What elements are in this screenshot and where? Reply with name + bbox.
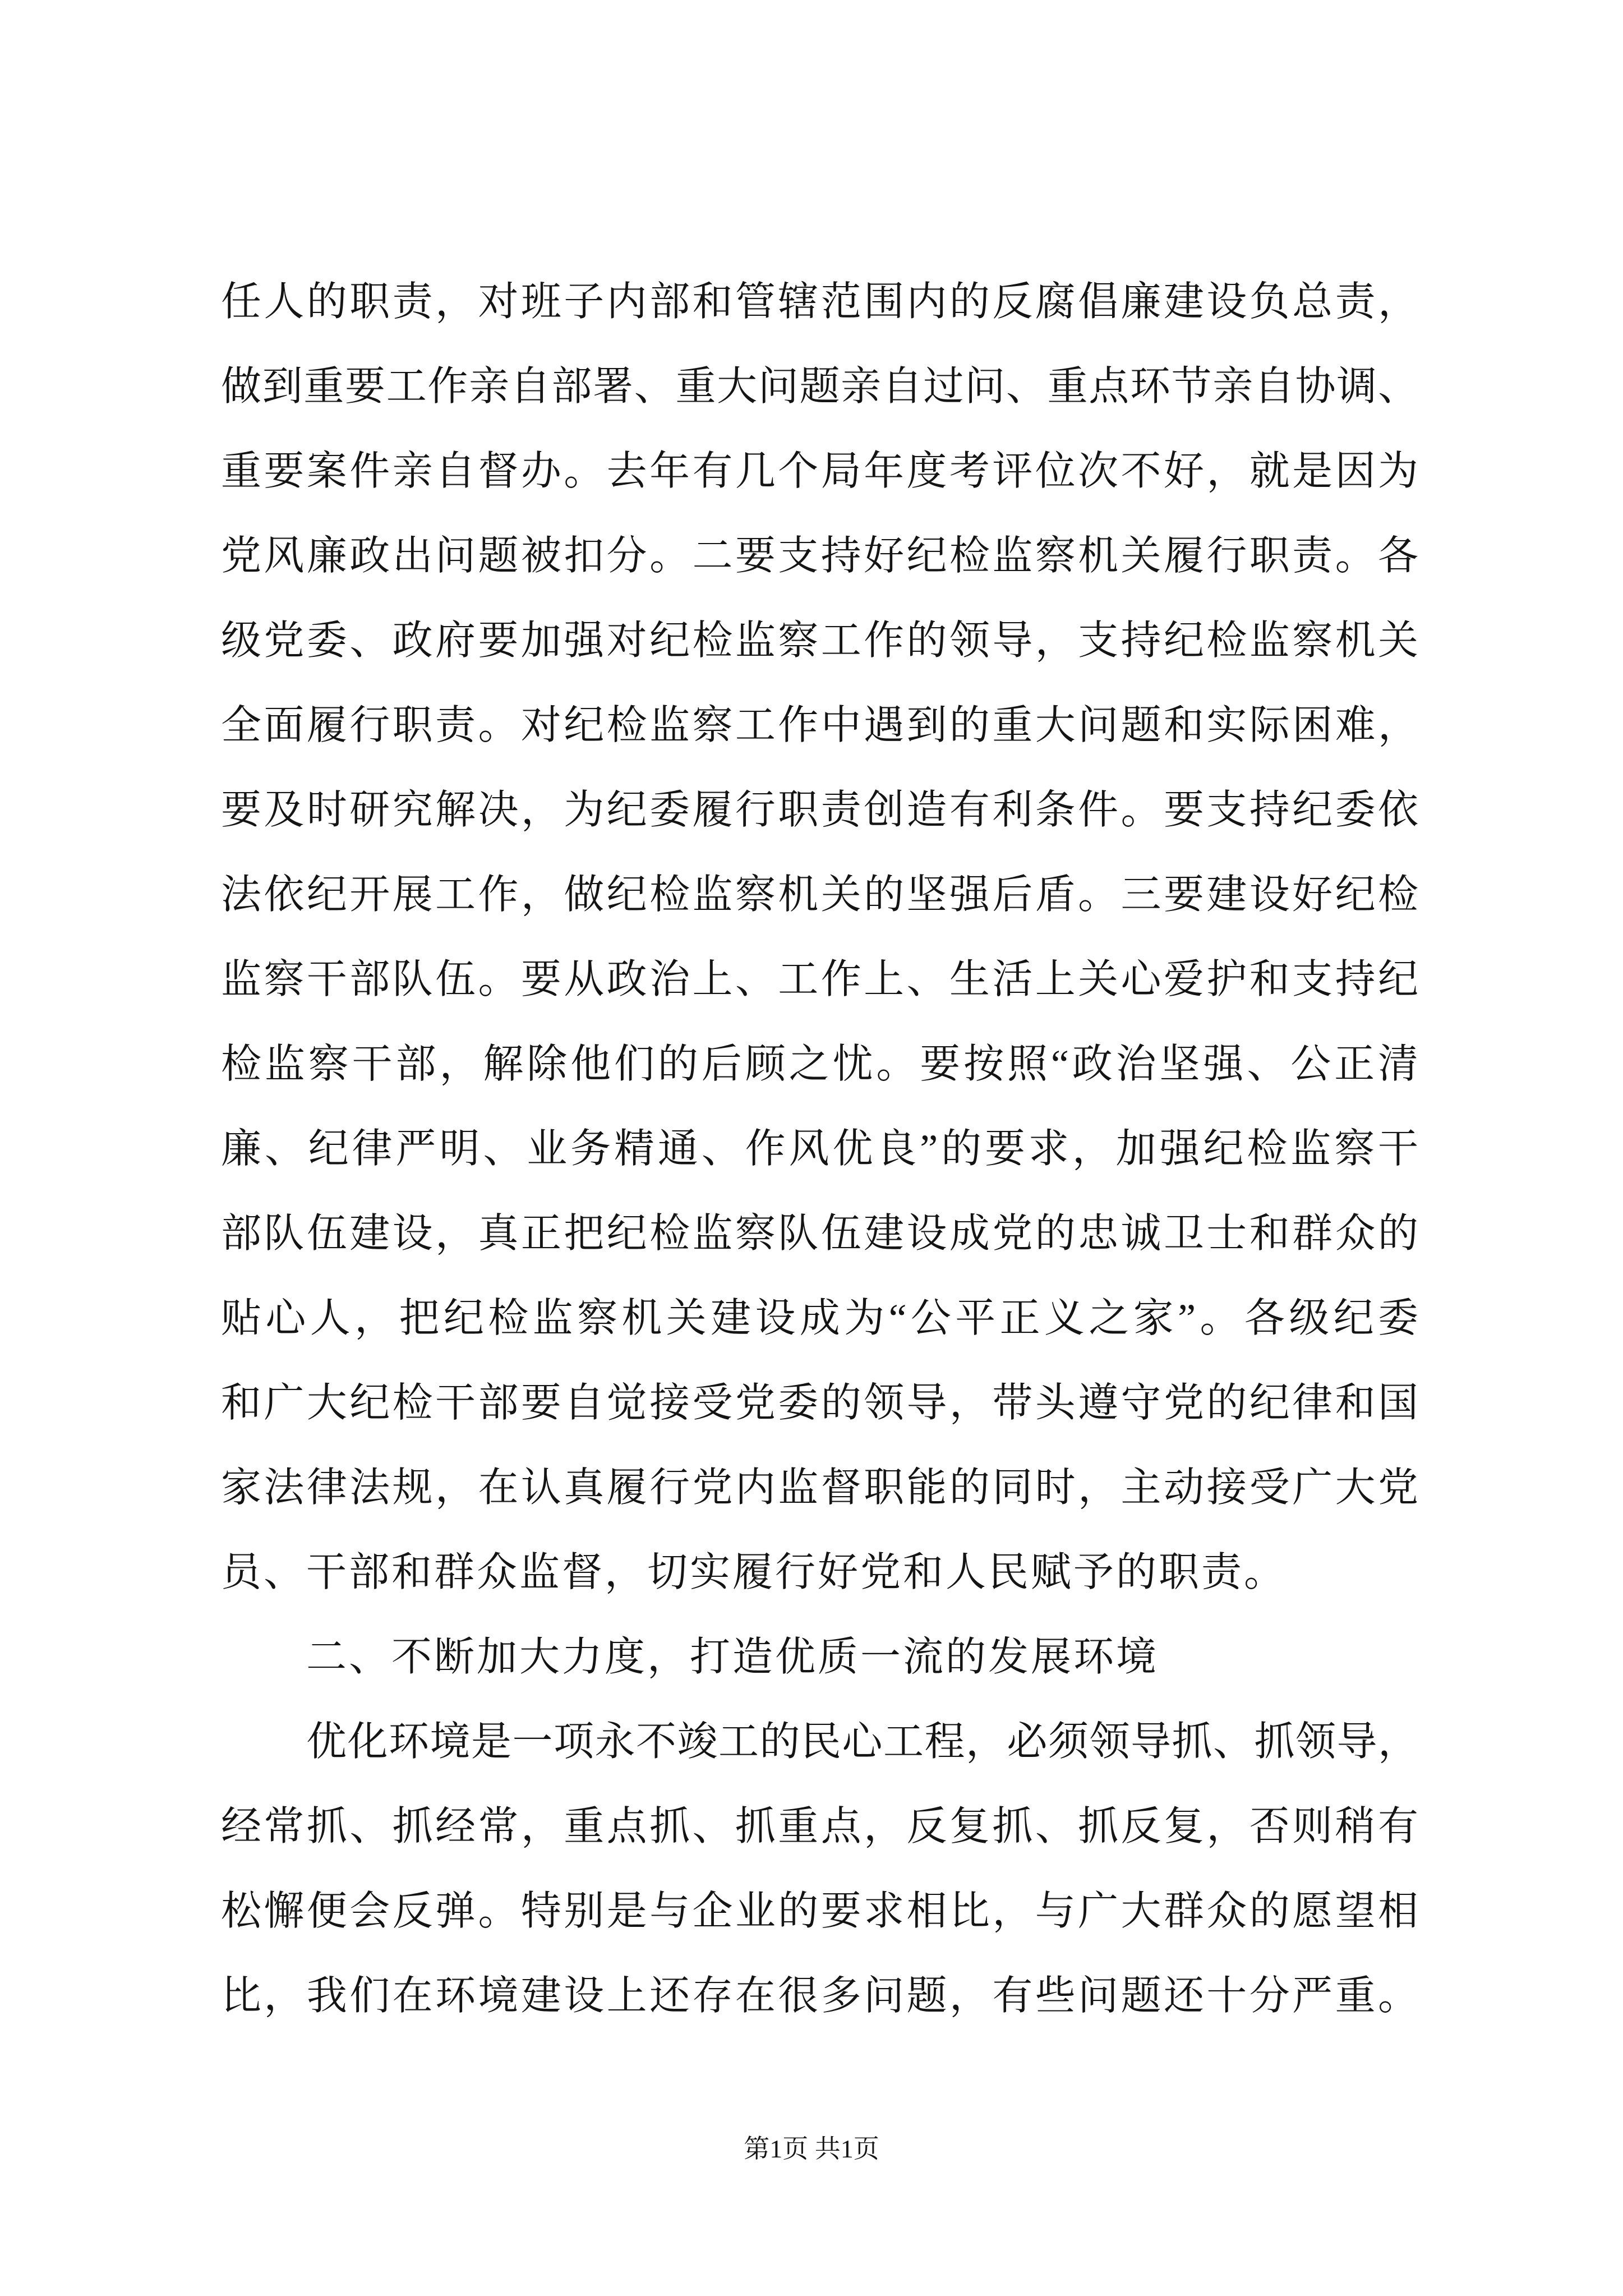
paragraph-line: 比，我们在环境建设上还存在很多问题，有些问题还十分严重。 (221, 1973, 1418, 2018)
paragraph-line: 级党委、政府要加强对纪检监察工作的领导，支持纪检监察机关 (221, 618, 1418, 663)
paragraph-line: 做到重要工作亲自部署、重大问题亲自过问、重点环节亲自协调、 (221, 364, 1418, 409)
paragraph-line: 经常抓、抓经常，重点抓、抓重点，反复抓、抓反复，否则稍有 (221, 1804, 1418, 1849)
paragraph-line: 检监察干部，解除他们的后顾之忧。要按照“政治坚强、公正清 (221, 1042, 1418, 1087)
paragraph-line: 任人的职责，对班子内部和管辖范围内的反腐倡廉建设负总责， (221, 279, 1418, 324)
paragraph-line: 法依纪开展工作，做纪检监察机关的坚强后盾。三要建设好纪检 (221, 872, 1418, 917)
paragraph-line: 贴心人，把纪检监察机关建设成为“公平正义之家”。各级纪委 (221, 1296, 1418, 1341)
paragraph-line: 优化环境是一项永不竣工的民心工程，必须领导抓、抓领导， (306, 1719, 1418, 1764)
body-text (221, 260, 1418, 2039)
paragraph-line: 家法律法规，在认真履行党内监督职能的同时，主动接受广大党 (221, 1465, 1418, 1510)
paragraph-line: 部队伍建设，真正把纪检监察队伍建设成党的忠诚卫士和群众的 (221, 1211, 1418, 1256)
paragraph-line: 松懈便会反弹。特别是与企业的要求相比，与广大群众的愿望相 (221, 1889, 1418, 1934)
paragraph-line: 廉、纪律严明、业务精通、作风优良”的要求，加强纪检监察干 (221, 1126, 1418, 1171)
page-footer: 第1页 共1页 (744, 2134, 879, 2163)
paragraph-line: 要及时研究解决，为纪委履行职责创造有利条件。要支持纪委依 (221, 788, 1418, 832)
paragraph-line: 重要案件亲自督办。去年有几个局年度考评位次不好，就是因为 (221, 449, 1418, 494)
paragraph-line: 和广大纪检干部要自觉接受党委的领导，带头遵守党的纪律和国 (221, 1381, 1418, 1425)
paragraph-last-line: 员、干部和群众监督，切实履行好党和人民赋予的职责。 (221, 1550, 1287, 1595)
paragraph-line: 监察干部队伍。要从政治上、工作上、生活上关心爱护和支持纪 (221, 957, 1418, 1002)
paragraph-line: 党风廉政出问题被扣分。二要支持好纪检监察机关履行职责。各 (221, 533, 1418, 578)
section-heading: 二、不断加大力度，打造优质一流的发展环境 (306, 1635, 1159, 1680)
paragraph-line: 全面履行职责。对纪检监察工作中遇到的重大问题和实际困难， (221, 703, 1418, 748)
